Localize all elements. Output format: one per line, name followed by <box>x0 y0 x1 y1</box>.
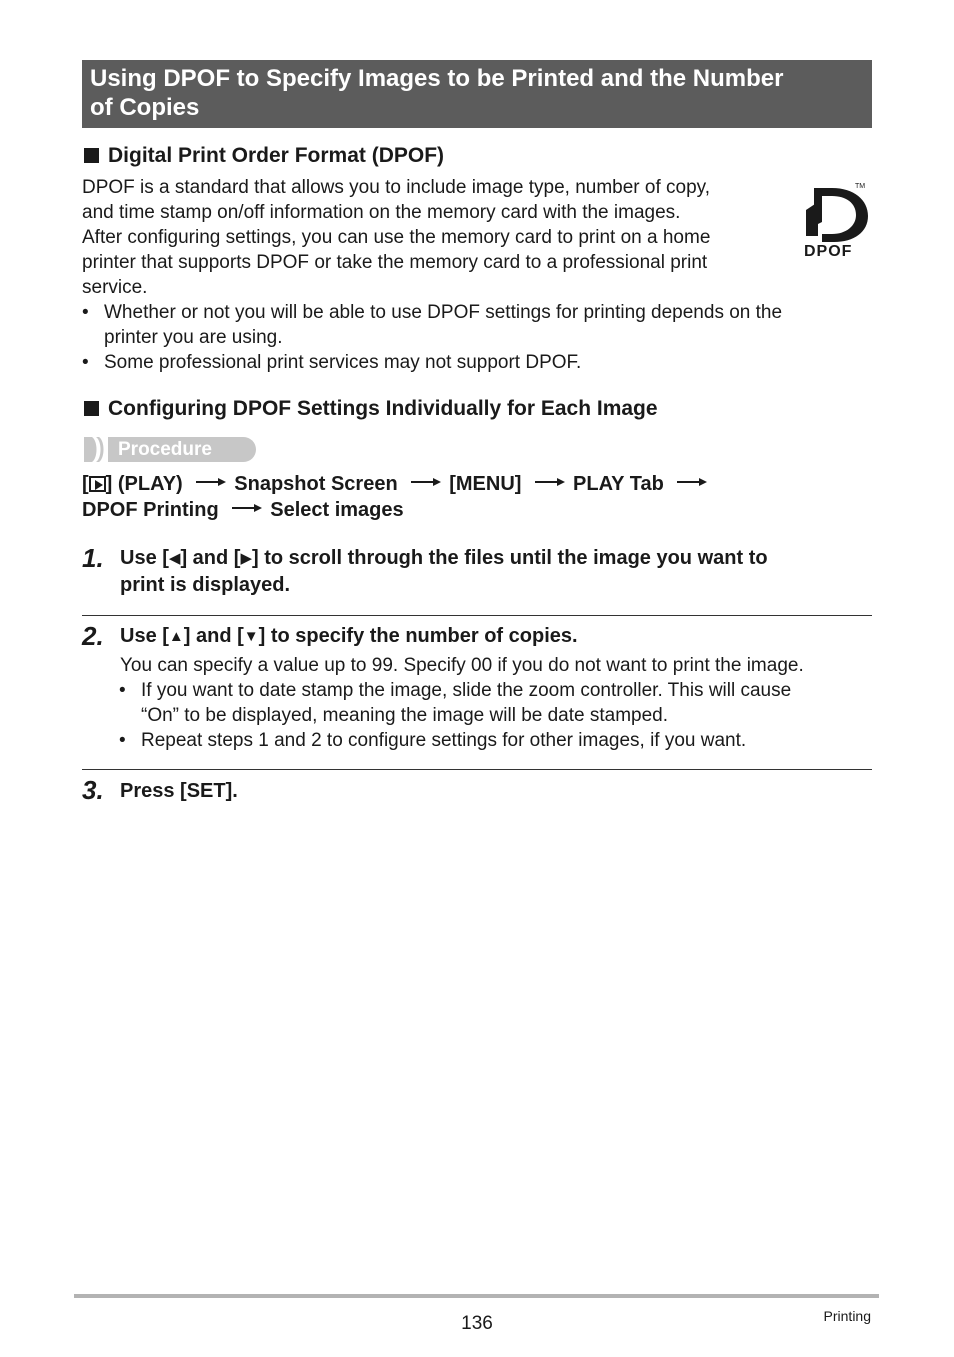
text-line: If you want to date stamp the image, slide the zoom controller. This will cause <box>141 680 792 701</box>
bullet-icon: • <box>82 302 89 323</box>
text-segment: ] to scroll through the files until the image you want to <box>252 547 768 569</box>
menu-path <box>82 471 715 497</box>
list-item <box>119 728 747 753</box>
bullet-icon: • <box>119 680 126 701</box>
arrow-right-icon <box>411 477 441 487</box>
page-number: 136 <box>461 1313 493 1334</box>
text-line: “On” to be displayed, meaning the image will be date stamped. <box>141 705 669 726</box>
divider <box>82 769 872 770</box>
list-item <box>119 678 792 728</box>
square-bullet-icon <box>84 401 99 416</box>
section-heading-configuring <box>84 396 658 422</box>
path-snapshot: Snapshot Screen <box>234 473 398 495</box>
text-line: printer you are using. <box>104 327 283 348</box>
text-line: print is displayed. <box>120 574 291 596</box>
path-play: ] (PLAY) <box>105 473 183 495</box>
bullet-icon: • <box>119 730 126 751</box>
list-item <box>82 300 783 350</box>
procedure-label: Procedure <box>118 439 212 460</box>
path-bracket: [ <box>82 473 89 495</box>
path-dpof-printing: DPOF Printing <box>82 499 219 521</box>
dpof-description <box>82 175 782 300</box>
arrow-right-icon <box>535 477 565 487</box>
text-segment: Use [ <box>120 547 169 569</box>
right-arrow-icon: ▶ <box>240 550 252 567</box>
up-arrow-icon: ▲ <box>168 628 184 645</box>
arrow-right-icon <box>677 477 707 487</box>
text-line: After configuring settings, you can use the memory card to print on a home <box>82 227 711 248</box>
logo-tm: TM <box>855 183 866 190</box>
dpof-logo-icon <box>802 180 872 260</box>
play-button-icon <box>89 476 106 492</box>
text-line: Repeat steps 1 and 2 to configure settings for other images, if you want. <box>141 730 747 751</box>
arrow-right-icon <box>232 503 262 513</box>
logo-text: DPOF <box>804 243 853 260</box>
section-heading-text: Configuring DPOF Settings Individually for Each Image <box>108 397 658 420</box>
bullet-icon: • <box>82 352 89 373</box>
text-line: Some professional print services may not support DPOF. <box>104 352 582 373</box>
step-number: 3. <box>82 775 104 805</box>
text-segment: ] and [ <box>183 625 244 647</box>
footer-divider <box>74 1294 879 1298</box>
text-line: DPOF is a standard that allows you to include image type, number of copy, <box>82 177 711 198</box>
text-line: Whether or not you will be able to use DPOF settings for printing depends on the <box>104 302 783 323</box>
step-2-text <box>120 623 578 650</box>
step-number: 1. <box>82 543 104 573</box>
text-line <box>120 545 768 572</box>
arrow-right-icon <box>196 477 226 487</box>
page-title-line-2: of Copies <box>90 94 200 121</box>
list-item <box>82 350 582 375</box>
section-heading-dpof <box>84 143 444 169</box>
step-number: 2. <box>82 621 104 651</box>
down-arrow-icon: ▼ <box>243 628 259 645</box>
divider <box>82 615 872 616</box>
section-heading-text: Digital Print Order Format (DPOF) <box>108 144 445 167</box>
path-menu: [MENU] <box>449 473 522 495</box>
square-bullet-icon <box>84 148 99 163</box>
text-segment: Use [ <box>120 625 169 647</box>
step-2-body: You can specify a value up to 99. Specify 00 if you do not want to print the image. <box>120 655 804 676</box>
chevron-right-icon <box>84 437 108 462</box>
footer-section-name: Printing <box>823 1308 871 1324</box>
procedure-badge <box>84 437 256 462</box>
page-title-line-1: Using DPOF to Specify Images to be Printed and the Number <box>90 65 784 92</box>
path-select-images: Select images <box>270 499 404 521</box>
step-3-text: Press [SET]. <box>120 780 238 802</box>
text-segment: ] and [ <box>180 547 241 569</box>
text-line: and time stamp on/off information on the memory card with the images. <box>82 202 681 223</box>
left-arrow-icon: ◀ <box>168 550 181 567</box>
text-segment: ] to specify the number of copies. <box>258 625 578 647</box>
step-1-text <box>120 545 768 598</box>
page-title <box>82 60 872 128</box>
menu-path-line-2 <box>82 497 404 523</box>
text-line: service. <box>82 277 148 298</box>
text-line: printer that supports DPOF or take the memory card to a professional print <box>82 252 708 273</box>
path-play-tab: PLAY Tab <box>573 473 664 495</box>
